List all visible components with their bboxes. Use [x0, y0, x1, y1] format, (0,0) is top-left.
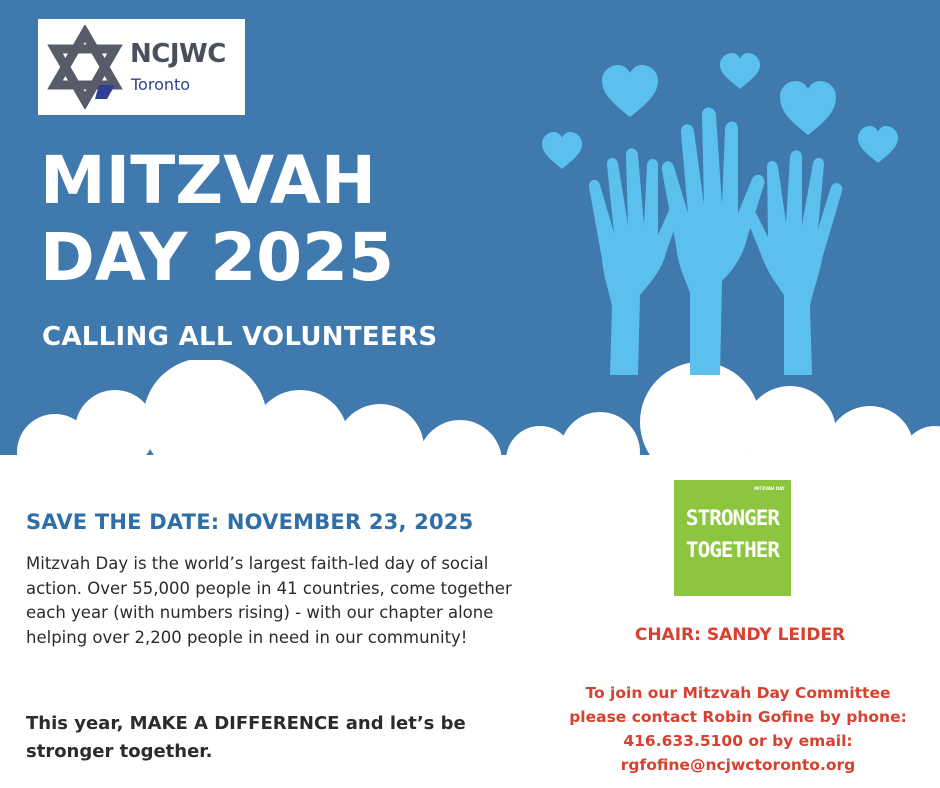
raised-hands-icon — [540, 45, 900, 375]
page-title — [40, 142, 394, 296]
heart-icon — [858, 126, 898, 163]
contact-line-1: To join our Mitzvah Day Committee — [585, 684, 891, 702]
contact-line-3: 416.633.5100 or by email: — [623, 732, 853, 750]
logo-title: NCJWC — [130, 39, 226, 69]
heart-icon — [602, 65, 658, 117]
badge-line-2: TOGETHER — [685, 538, 780, 562]
title-line-2: DAY 2025 — [40, 219, 395, 296]
stronger-together-badge — [674, 480, 791, 596]
star-of-david-icon — [43, 25, 127, 109]
call-to-action: This year, MAKE A DIFFERENCE and let’s be stronger together. — [26, 713, 466, 762]
heart-icon — [542, 132, 582, 169]
contact-line-2: please contact Robin Gofine by phone: — [569, 708, 907, 726]
badge-line-1: STRONGER — [685, 506, 780, 530]
contact-email[interactable]: rgfofine@ncjwctoronto.org — [620, 756, 856, 774]
title-line-1: MITZVAH — [40, 142, 377, 219]
center-hand — [662, 108, 765, 376]
contact-info — [540, 681, 936, 777]
description: Mitzvah Day is the world’s largest faith-led day of social action. Over 55,000 people in 41 countries, come together each year (with numbers rising) - with our chapter alone helping over 2,200 people in need in our community! — [26, 554, 512, 647]
heart-icon — [720, 53, 760, 89]
logo-subtitle: Toronto — [131, 75, 191, 94]
clouds-divider — [0, 360, 940, 500]
heart-icon — [780, 81, 836, 135]
badge-small-text: MITZVAH DAY — [754, 486, 785, 491]
subtitle: CALLING ALL VOLUNTEERS — [42, 322, 438, 352]
chair-name: CHAIR: SANDY LEIDER — [634, 625, 846, 645]
logo — [38, 19, 245, 115]
save-the-date: SAVE THE DATE: NOVEMBER 23, 2025 — [26, 510, 474, 534]
